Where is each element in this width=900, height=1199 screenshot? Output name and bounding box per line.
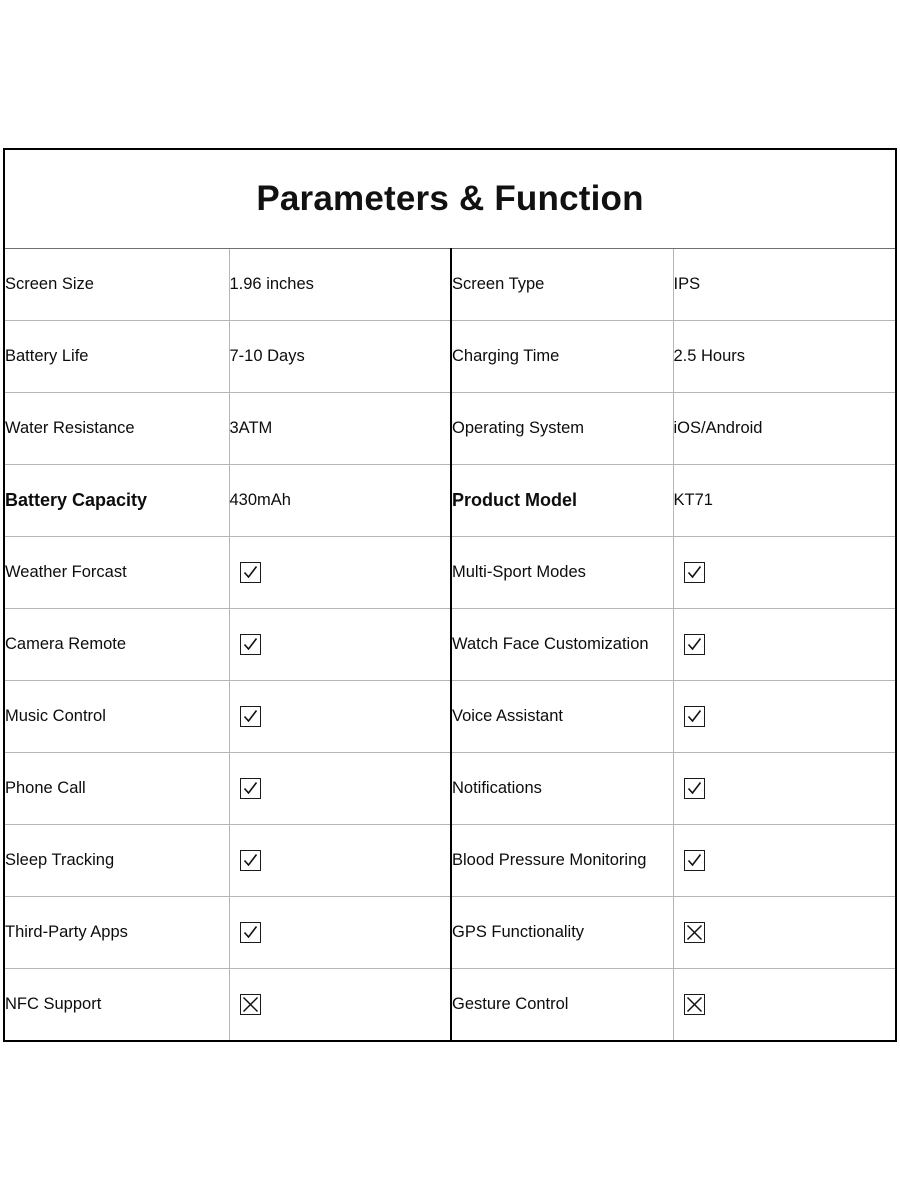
spec-label-right bbox=[451, 537, 673, 609]
table-row bbox=[4, 537, 896, 609]
checkbox-crossed-icon[interactable] bbox=[240, 994, 261, 1015]
spec-left-value-text: 1.96 inches bbox=[229, 274, 314, 293]
table-row bbox=[4, 609, 896, 681]
spec-right-checkbox-cell bbox=[673, 897, 896, 969]
spec-right-checkbox-cell bbox=[673, 969, 896, 1042]
spec-label-right-text: Voice Assistant bbox=[452, 706, 563, 725]
spec-right-value-text: 2.5 Hours bbox=[673, 346, 746, 365]
spec-label-right-text: GPS Functionality bbox=[452, 922, 585, 941]
spec-right-checkbox-cell bbox=[673, 825, 896, 897]
spec-label-left bbox=[4, 321, 229, 393]
spec-label-right bbox=[451, 465, 673, 537]
checkbox-checked-icon[interactable] bbox=[240, 634, 261, 655]
spec-label-left bbox=[4, 609, 229, 681]
spec-label-right-text: Product Model bbox=[452, 490, 577, 511]
spec-label-right-text: Screen Type bbox=[452, 274, 545, 293]
spec-right-checkbox-cell bbox=[673, 609, 896, 681]
spec-label-left-text: Music Control bbox=[5, 706, 106, 725]
spec-label-right bbox=[451, 753, 673, 825]
spec-right-checkbox-cell bbox=[673, 537, 896, 609]
spec-label-left-text: Third-Party Apps bbox=[5, 922, 128, 941]
spec-label-right-text: Charging Time bbox=[452, 346, 560, 365]
spec-label-right bbox=[451, 897, 673, 969]
table-row bbox=[4, 393, 896, 465]
checkbox-checked-icon[interactable] bbox=[240, 562, 261, 583]
spec-label-left bbox=[4, 249, 229, 321]
parameters-function-table bbox=[3, 148, 897, 1042]
spec-label-left-text: NFC Support bbox=[5, 994, 102, 1013]
page-title: Parameters & Function bbox=[256, 179, 644, 218]
checkbox-crossed-icon[interactable] bbox=[684, 994, 705, 1015]
checkbox-checked-icon[interactable] bbox=[240, 922, 261, 943]
spec-left-checkbox-cell bbox=[229, 969, 451, 1042]
spec-left-value-text: 3ATM bbox=[229, 418, 273, 437]
spec-label-left bbox=[4, 393, 229, 465]
spec-label-right-text: Operating System bbox=[452, 418, 585, 437]
spec-left-value bbox=[229, 321, 451, 393]
checkbox-checked-icon[interactable] bbox=[684, 706, 705, 727]
spec-label-right-text: Gesture Control bbox=[452, 994, 569, 1013]
spec-label-right bbox=[451, 393, 673, 465]
spec-right-value bbox=[673, 321, 896, 393]
spec-right-checkbox-cell bbox=[673, 753, 896, 825]
spec-label-right bbox=[451, 609, 673, 681]
spec-label-left-text: Battery Capacity bbox=[5, 490, 148, 511]
table-row bbox=[4, 897, 896, 969]
spec-label-left bbox=[4, 465, 229, 537]
checkbox-checked-icon[interactable] bbox=[684, 562, 705, 583]
spec-right-value-text: iOS/Android bbox=[673, 418, 763, 437]
spec-label-right bbox=[451, 681, 673, 753]
spec-left-checkbox-cell bbox=[229, 609, 451, 681]
spec-right-value bbox=[673, 393, 896, 465]
checkbox-checked-icon[interactable] bbox=[240, 850, 261, 871]
spec-label-right bbox=[451, 969, 673, 1042]
spec-right-value-text: IPS bbox=[673, 274, 701, 293]
spec-left-checkbox-cell bbox=[229, 537, 451, 609]
checkbox-crossed-icon[interactable] bbox=[684, 922, 705, 943]
checkbox-checked-icon[interactable] bbox=[684, 634, 705, 655]
spec-right-value bbox=[673, 465, 896, 537]
spec-left-value-text: 7-10 Days bbox=[229, 346, 305, 365]
spec-label-left-text: Sleep Tracking bbox=[5, 850, 115, 869]
spec-label-left-text: Screen Size bbox=[5, 274, 94, 293]
spec-left-checkbox-cell bbox=[229, 897, 451, 969]
spec-right-checkbox-cell bbox=[673, 681, 896, 753]
spec-label-left-text: Camera Remote bbox=[5, 634, 127, 653]
spec-label-right-text: Watch Face Customization bbox=[452, 634, 649, 653]
spec-label-left bbox=[4, 681, 229, 753]
spec-label-right bbox=[451, 825, 673, 897]
checkbox-checked-icon[interactable] bbox=[240, 706, 261, 727]
table-row bbox=[4, 753, 896, 825]
checkbox-checked-icon[interactable] bbox=[684, 778, 705, 799]
table-title-cell bbox=[4, 149, 896, 249]
spec-label-right-text: Notifications bbox=[452, 778, 542, 797]
table-row bbox=[4, 321, 896, 393]
spec-label-left-text: Phone Call bbox=[5, 778, 86, 797]
table-row bbox=[4, 825, 896, 897]
spec-left-value bbox=[229, 249, 451, 321]
checkbox-checked-icon[interactable] bbox=[684, 850, 705, 871]
spec-left-checkbox-cell bbox=[229, 681, 451, 753]
table-row bbox=[4, 249, 896, 321]
spec-label-right-text: Blood Pressure Monitoring bbox=[452, 850, 647, 869]
table-row bbox=[4, 681, 896, 753]
spec-label-left bbox=[4, 825, 229, 897]
spec-label-left bbox=[4, 969, 229, 1042]
spec-table-container bbox=[3, 148, 897, 1042]
spec-label-right bbox=[451, 321, 673, 393]
table-title-row bbox=[4, 149, 896, 249]
spec-label-right bbox=[451, 249, 673, 321]
table-row bbox=[4, 969, 896, 1042]
spec-left-value bbox=[229, 393, 451, 465]
spec-label-left-text: Water Resistance bbox=[5, 418, 135, 437]
spec-left-value bbox=[229, 465, 451, 537]
spec-label-left-text: Weather Forcast bbox=[5, 562, 127, 581]
spec-left-checkbox-cell bbox=[229, 753, 451, 825]
table-row bbox=[4, 465, 896, 537]
spec-label-right-text: Multi-Sport Modes bbox=[452, 562, 586, 581]
spec-label-left bbox=[4, 897, 229, 969]
spec-right-value bbox=[673, 249, 896, 321]
spec-label-left bbox=[4, 537, 229, 609]
spec-left-value-text: 430mAh bbox=[229, 490, 291, 509]
spec-right-value-text: KT71 bbox=[673, 490, 713, 509]
spec-label-left bbox=[4, 753, 229, 825]
spec-label-left-text: Battery Life bbox=[5, 346, 89, 365]
checkbox-checked-icon[interactable] bbox=[240, 778, 261, 799]
spec-left-checkbox-cell bbox=[229, 825, 451, 897]
